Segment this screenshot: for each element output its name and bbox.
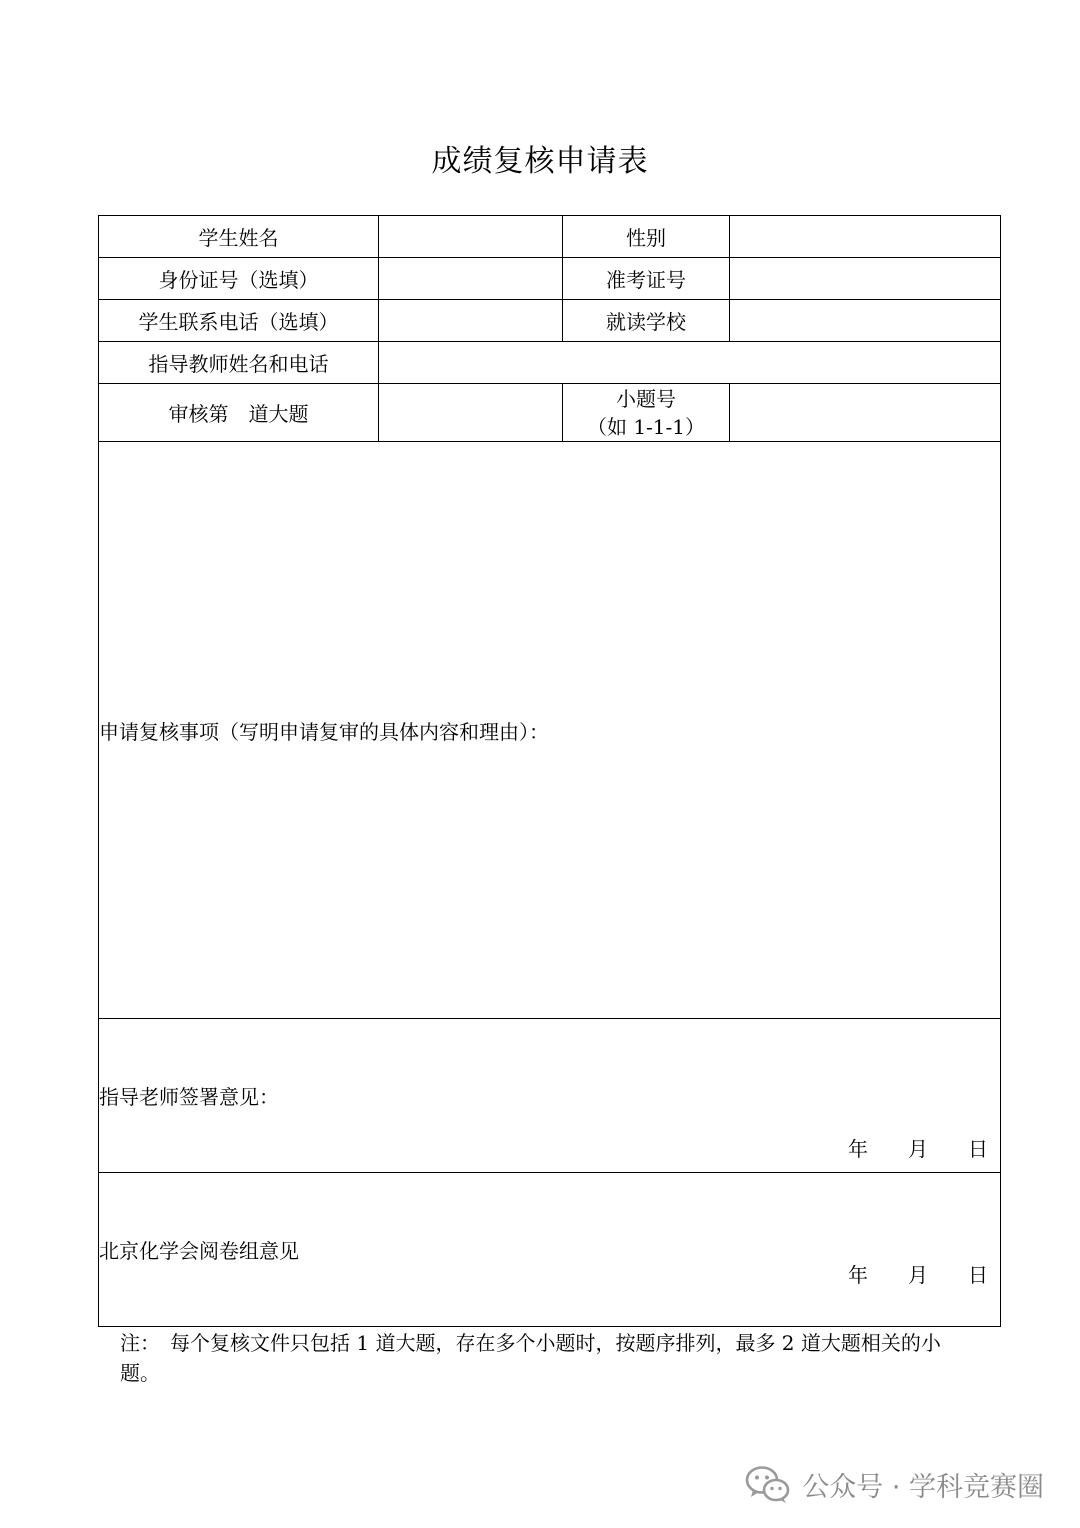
review-question-label: 审核第 道大题 (99, 384, 379, 442)
student-name-label: 学生姓名 (99, 216, 379, 258)
student-name-field[interactable] (379, 216, 563, 258)
school-field[interactable] (730, 300, 1001, 342)
id-number-field[interactable] (379, 258, 563, 300)
teacher-opinion-label: 指导老师签署意见： (99, 1085, 279, 1109)
sub-question-label-line1: 小题号 (616, 386, 676, 411)
gender-field[interactable] (730, 216, 1001, 258)
group-opinion-label: 北京化学会阅卷组意见 (99, 1239, 299, 1263)
sub-question-field[interactable] (730, 384, 1001, 442)
school-label: 就读学校 (563, 300, 730, 342)
id-number-label: 身份证号（选填） (99, 258, 379, 300)
exam-ticket-field[interactable] (730, 258, 1001, 300)
exam-ticket-label: 准考证号 (563, 258, 730, 300)
teacher-opinion-date: 年 月 日 (848, 1137, 988, 1161)
watermark-text: 公众号 · 学科竞赛圈 (802, 1471, 1044, 1503)
gender-label: 性别 (563, 216, 730, 258)
review-application-form (98, 215, 1001, 1327)
page-title: 成绩复核申请表 (431, 144, 649, 179)
review-question-field[interactable] (379, 384, 563, 442)
group-opinion-area[interactable] (99, 1173, 1001, 1327)
sub-question-label (563, 384, 730, 442)
teacher-name-phone-field[interactable] (379, 342, 1001, 384)
student-phone-label: 学生联系电话（选填） (99, 300, 379, 342)
review-items-area[interactable] (99, 442, 1001, 1019)
teacher-name-phone-label: 指导教师姓名和电话 (99, 342, 379, 384)
footnote: 注： 每个复核文件只包括 1 道大题，存在多个小题时，按题序排列，最多 2 道大题相关的小题。 (120, 1331, 941, 1385)
group-opinion-date: 年 月 日 (848, 1263, 988, 1287)
review-items-label: 申请复核事项（写明申请复审的具体内容和理由）： (99, 719, 549, 744)
sub-question-label-line2: （如 1-1-1） (586, 414, 706, 439)
wechat-icon (744, 1464, 792, 1504)
student-phone-field[interactable] (379, 300, 563, 342)
watermark (744, 1464, 1044, 1504)
teacher-opinion-area[interactable] (99, 1019, 1001, 1173)
